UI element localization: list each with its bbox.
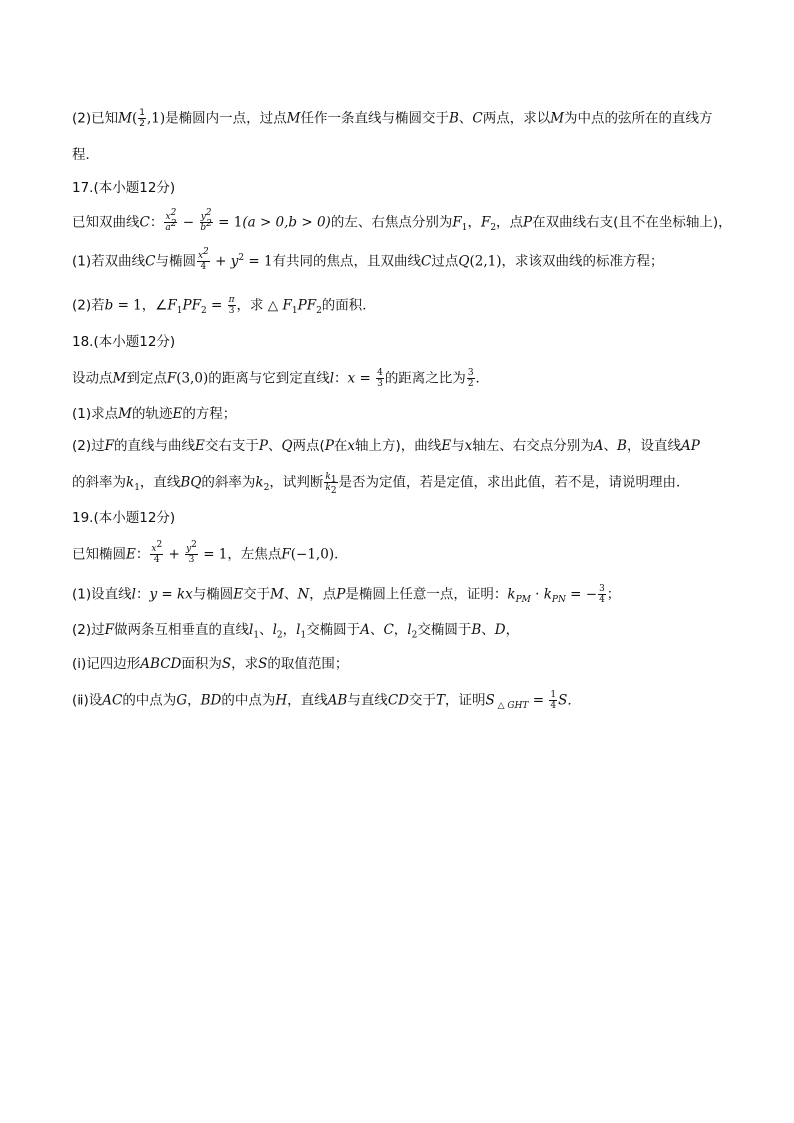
q18-stem: 设动点M到定点F(3,0)的距离与它到定直线l：x = $\frac{4}{3}$ 的距离之比为 $\frac{3}{2}$ ． bbox=[72, 368, 490, 389]
q17-part2: (2)若b = 1，$\angle F_1PF_2$ = $\frac{\pi}{3}$ ，求 △ $F_1PF_2$的面积． bbox=[72, 295, 376, 317]
q19-part2: (2)过F做两条互相垂直的直线$l_1$、$l_2$，$l_1$交椭圆于A、C，$l_2$交椭圆于B、D， bbox=[72, 622, 520, 641]
q16-part2-line2: 程． bbox=[72, 147, 99, 163]
q17-part1: (1)若双曲线C与椭圆 $\frac{x^2}{4}$ + $y^2 = 1$有共同的焦点，且双曲线C过点Q(2,1)，求该双曲线的标准方程； bbox=[72, 247, 664, 272]
fraction: $\frac{y^2}{3}$ bbox=[186, 540, 197, 565]
fraction: $\frac{x^2}{4}$ bbox=[197, 247, 209, 272]
q18-part1: (1)求点M的轨迹E的方程； bbox=[72, 406, 237, 422]
q19-stem: 已知椭圆E： $\frac{x^2}{4}$ + $\frac{y^2}{3}$ = 1，左焦点F(−1,0)． bbox=[72, 540, 348, 565]
fraction: $\frac{3}{2}$ bbox=[467, 368, 474, 389]
fraction: $\frac{3}{4}$ bbox=[599, 584, 605, 605]
fraction: $\frac{4}{3}$ bbox=[377, 368, 383, 389]
fraction: $\frac{y^2}{b^2}$ bbox=[200, 208, 212, 233]
q17-header: 17.(本小题12分) bbox=[72, 180, 176, 196]
q19-subpart-i: (ⅰ)记四边形ABCD面积为S，求S的取值范围； bbox=[72, 656, 349, 672]
q19-header: 19.(本小题12分) bbox=[72, 510, 176, 526]
q18-part2-line1: (2)过F的直线与曲线E交右支于P、Q两点(P在x轴上方)，曲线E与x轴左、右交点分别为A、B，设直线AP bbox=[72, 438, 700, 454]
fraction: $\frac{\pi}{3}$ bbox=[228, 295, 235, 316]
q18-part2-line2: 的斜率为$k_1$，直线BQ的斜率为$k_2$，试判断 $\frac{k_1}{k_2}$ 是否为定值，若是定值，求出此值，若不是，请说明理由． bbox=[72, 472, 690, 496]
q18-header: 18.(本小题12分) bbox=[72, 334, 176, 350]
q19-subpart-ii: (ⅱ)设AC的中点为G，BD的中点为H，直线AB与直线CD交于T，证明S $_{\triangle GHT}$ = $\frac{1}{4}$ S． bbox=[72, 690, 581, 712]
fraction: $\frac{k_1}{k_2}$ bbox=[325, 472, 337, 496]
q19-part1: (1)设直线l：y = kx与椭圆E交于M、N，点P是椭圆上任意一点，证明：$k_{PM} \cdot k_{PN}$ = − $\frac{3}{4}$ ； bbox=[72, 584, 621, 606]
fraction: $\frac{1}{2}$ bbox=[139, 108, 145, 129]
q16-part2-line1: (2)已知M( $\frac{1}{2}$ ,1)是椭圆内一点，过点M任作一条直线与椭圆交于B、C两点，求以M为中点的弦所在的直线方 bbox=[72, 108, 713, 129]
fraction: $\frac{x^2}{4}$ bbox=[151, 540, 163, 565]
fraction: $\frac{x^2}{a^2}$ bbox=[165, 208, 177, 233]
fraction: $\frac{1}{4}$ bbox=[550, 690, 557, 711]
q17-stem: 已知双曲线C： $\frac{x^2}{a^2}$ − $\frac{y^2}{b^2}$ = 1(a > 0,b > 0)的左、右焦点分别为$F_1$，$F_2$，点P在双曲线右支(且不在坐标轴上)， bbox=[72, 208, 732, 234]
